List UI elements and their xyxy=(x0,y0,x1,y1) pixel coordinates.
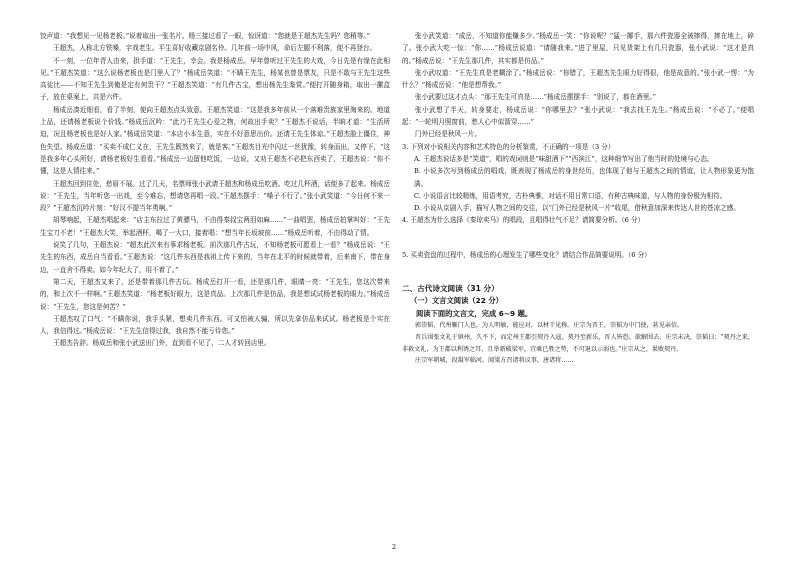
reading-instruction: 阅读下面的文言文，完成 6~9 题。 xyxy=(416,308,533,318)
story-paragraph: 王超杰回到住处，愁眉不展。过了几天，名票师张小武请王超杰和杨成岳吃酒。吃过几杯酒，话便多了起来。杨成岳说：“王先生，当年听您一出戏，至今难忘，想请您再唱一段。”王超杰摆手：“嗓子不行了。”张小武笑道：“今日何不来一段？”王超杰沉吟片刻：“好汉不提当年勇啊。” xyxy=(40,179,390,213)
classical-paragraph: 郭崇韬，代州雁门人也，为人明敏，能应对，以材干见称。庄宗为晋王，崇韬为中门使，甚见亲信。 xyxy=(415,321,684,329)
story-paragraph: 张小武要过这才点头：“那王先生可真是……”杨成岳摆摆手：“别说了，都在酒里。” xyxy=(415,93,656,102)
page-number: 2 xyxy=(392,543,397,551)
story-paragraph: 王超杰叹了口气：“不瞒你说，我手头紧，想卖几件东西。可又怕被人骗，所以先拿仿品来试试。杨老板是个实在人，我信得过。”杨成岳说：“王先生信得过我，我自然不能亏待您。” xyxy=(40,314,390,336)
story-paragraph: 说笑了几句，王超杰说：“超杰此次来有事求杨老板。前次那几件古玩，不知杨老板可愿看上一看？”杨成岳说：“王先生的东西，成岳自当看看。”王超杰说：“这几件东西是我祖上传下来的，当年在北平的时候就带着，后来南下，带在身边，一直舍不得卖。如今年纪大了，用不着了。” xyxy=(40,241,390,274)
story-paragraph: 胡琴响起，王超杰唱起来：“店主东拉过了黄骠马，不由得秦叔宝两泪如麻……”一曲唱罢，杨成岳拍掌叫好：“王先生宝刀不老！”王超杰大笑，举起酒杯，喝了一大口，接着唱：“想当年长坂坡前……”杨成岳听着，不由得动了情。 xyxy=(40,216,390,237)
question-3-option-c: C. 小说语言比较精炼，用语考究，古朴典雅，对话不用日常口语，有种古典味道，与人物的身份极为相符。 xyxy=(414,191,727,200)
right-column xyxy=(402,30,754,367)
left-column xyxy=(40,30,390,350)
story-paragraph: 王超杰，人称北方铁嗓，字戏老生。平生喜好收藏京剧名伶。几年前一场中风，命后左腿不利落，便不再登台。 xyxy=(53,44,377,53)
question-3-stem: 3. 下列对小说相关内容和艺术特色的分析鉴赏，不正确的一项是（3 分） xyxy=(402,142,615,151)
section-title: 二、古代诗文阅读（31 分） xyxy=(402,284,499,294)
story-paragraph: 张小武笑道：“成岳，不知道你能赚多少。”杨成岳一笑：“你说呢？”猛一揶手，那六件瓷器全被摔得，摔在地上，碎了。张小武大吃一惊：“你……”杨成岳说道：“请随我来。”进了里屋，只见货架上有几只瓷器，张小武说：“这才是真的。”杨成岳说：“王先生那几件，其实都是仿品。” xyxy=(402,32,754,65)
answer-space xyxy=(402,227,754,249)
question-3-option-d: D. 小说从京剧入手，描写人物之间的交往，以“门外已经是秋风一片”收尾，借秋意加深来传达人世的苍凉之感。 xyxy=(414,204,740,213)
question-3-option-b: B. 小说多次写到杨成岳的唱戏，既表现了杨成岳的身世经历，也体现了他与王超杰之间的情谊，让人物形象更为饱满。 xyxy=(414,167,754,188)
classical-paragraph: 庄宗军朝城，段凝军临河。闻梁方召诸将议事，唐诸将…… xyxy=(415,357,574,365)
story-paragraph: 王超杰告辞。杨成岳和张小武送出门外，直到看不见了，二人才转回店里。 xyxy=(53,339,271,348)
story-paragraph: 门外已经是秋风一片。 xyxy=(415,130,481,139)
question-5-stem: 5. 买卖瓷盘的过程中，杨成岳的心理发生了哪些变化？请结合作品简要说明。（6 分） xyxy=(402,250,651,259)
story-paragraph: 杨成岳凑近细看，看了半刻，便向王超杰点头致意。王超杰笑道：“这是我多年前从一个落难贵族家里淘来的。地道上品，还请杨老板说个价钱。”杨成岳沉吟：“此乃王先生心爱之物，何故出手卖？”王超杰不说话，半晌才道：“生活所迫，况且杨老板也是好人家。”杨成岳笑道：“本店小本生意，实在不好意思出价。还请王先生体谅。”王超杰脸上僵住，神色失望。杨成岳道：“买卖不成仁义在，王先生既然来了，就是客。”王超杰目光中闪过一丝犹豫，转身而出，又停下，“这是我多年心头所好，请杨老板好生看看。”杨成岳一边留他吃饭，一边说，又劝王超杰不必把东西卖了，王超杰说：“你不懂，这是人情往来。” xyxy=(40,105,390,176)
classical-paragraph: 晋兵围张文礼于镇州，久不下，而定州王都引契丹入寇。契丹至新乐，晋人皆恐。欲解围去，庄宗未决，崇韬曰：“契丹之来，非救文礼，为王都以利诱之耳，且举新破梁军，宜乘已胜之势，不可退以示弱也。”庄宗从之，果败契丹。 xyxy=(402,333,754,353)
question-4-stem: 4. 王超杰为什么选择《秦琼卖马》的唱段，且唱得壮气不足？请简要分析。（6 分） xyxy=(402,216,645,225)
story-paragraph: 张小武想了半天，转身要走，杨成岳说：“你哪里去？”张小武说：“我去找王先生。”杨成岳说：“不必了。”便唱起：“一轮明月照窗前，愁人心中似箭穿……” xyxy=(402,105,754,127)
subsection-title: （一）文言文阅读（22 分） xyxy=(410,296,503,306)
story-paragraph: 第二天，王超杰又来了，还是带着那几件古玩。杨成岳打开一看，还是那几件，眼睛一亮：“王先生，您这次带来的，和上次不一样啊。”王超杰笑道：“杨老板好眼力，这是真品。上次那几件是仿品，我是想试试杨老板的眼力。”杨成岳说：“王先生，您这是何苦？” xyxy=(40,277,390,311)
story-paragraph: 张小武叹道：“王先生真是老糊涂了。”杨成岳说：“你错了，王超杰先生眼力好得很，他是故意的。”张小武一愣：“为什么？”杨成岳说：“他是想帮我。” xyxy=(402,68,754,90)
story-paragraph: 饺声道：“我想见一见杨老板。”说着取出一张名片。杨三接过看了一眼，惊讶道：“您就是王超杰先生吗？您稍等。” xyxy=(40,32,370,40)
answer-space xyxy=(402,261,754,283)
story-paragraph: 不一刻，一位年青人由来，拱手道：“王先生，幸会。我是杨成岳。早年曾听过王先生的大戏，今日先是有缘在此相见。”王超杰笑道：“这么说杨老板也是门里人了？”杨成岳笑道：“不瞒王先生，杨某也曾是票友，只是不敢与王先生这些高徒比——不知王先生到俺是定有何贵干？”王超杰笑道：“有几件古宝，想出杨先生鉴赏。”便打开随身箱，取出一摞盒子，放在桌案上，共是六件。 xyxy=(40,56,390,102)
question-3-option-a: A. 王超杰说话多是“笑道”，唱的戏词则是“味甜酒下”“西滨江”，这种细节写出了他当时的处境与心态。 xyxy=(414,154,714,163)
